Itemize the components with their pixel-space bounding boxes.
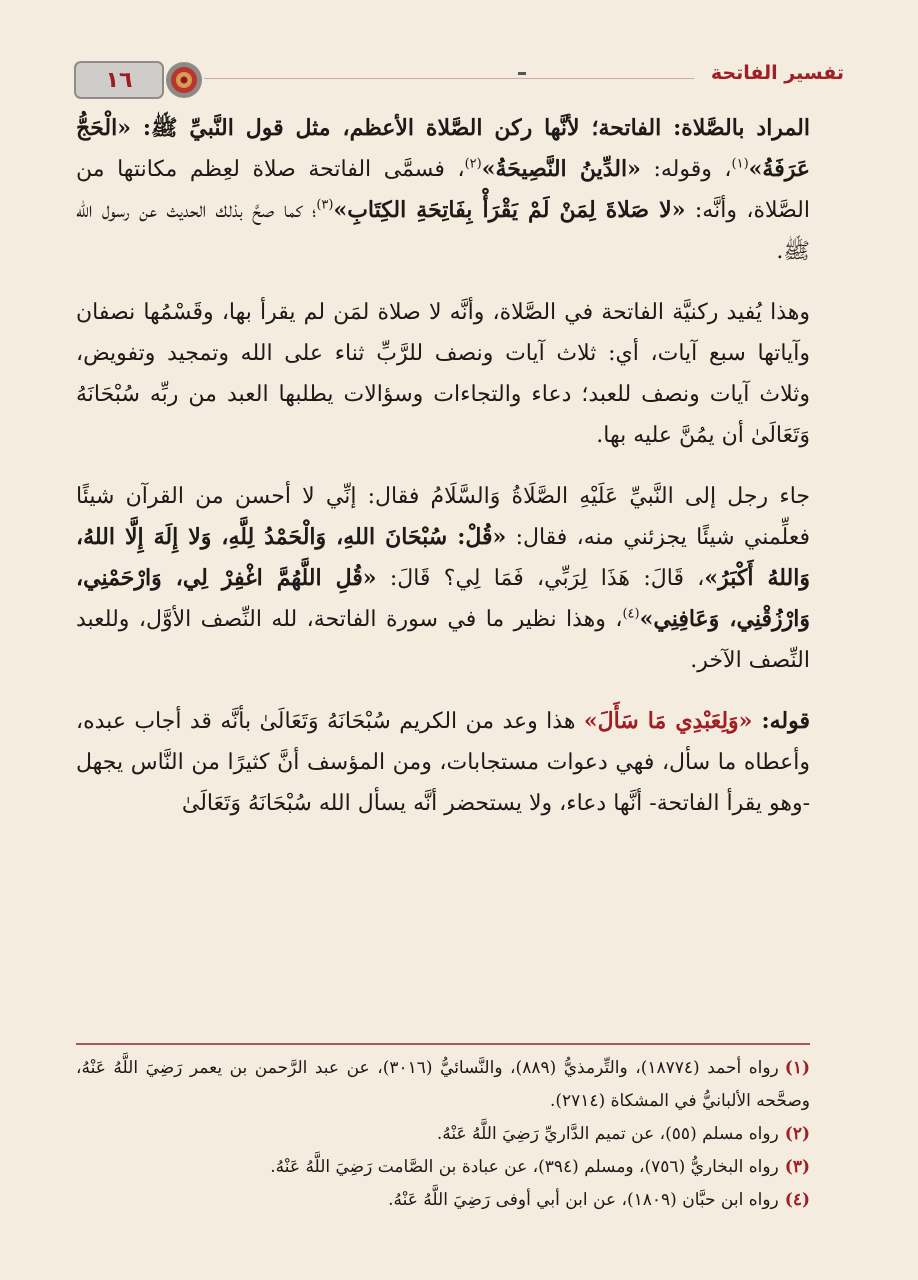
- footnote-ref-1: (١): [731, 156, 749, 172]
- p3-text-2: ، قَالَ: هَذَا لِرَبِّي، فَمَا لِي؟ قَالَ:: [376, 566, 705, 591]
- footnote-ref-3: (٣): [316, 197, 334, 213]
- footnote-text: رواه أحمد (١٨٧٧٤)، والتِّرمذيُّ (٨٨٩)، والنَّسائيُّ (٣٠١٦)، عن عبد الرَّحمن بن يعمر رَضِيَ اللَّهُ عَنْهُ، وصحَّحه الألبانيُّ في المشكاة (٢٧١٤).: [76, 1058, 810, 1111]
- footnotes: [76, 1052, 810, 1217]
- main-text: [76, 108, 810, 824]
- header-dot: [518, 72, 526, 75]
- p1-text-1: المراد بالصَّلاة: الفاتحة؛ لأنَّها ركن الصَّلاة الأعظم، مثل قول النَّبيِّ ﷺ:: [130, 115, 810, 141]
- footnote-2: [76, 1118, 810, 1151]
- p1-text-3: ، فسمَّى الفاتحة صلاة لعِظم مكانتها من الصَّلاة، وأنَّه:: [76, 157, 811, 223]
- p1-text-2: ، وقوله:: [640, 157, 732, 182]
- paragraph-4: [76, 701, 810, 824]
- footnote-divider: [76, 1043, 810, 1045]
- ornament-medallion-icon: [164, 60, 204, 100]
- p3-text-1: جاء رجل إلى النَّبيِّ عَلَيْهِ الصَّلَاةُ وَالسَّلَامُ فقال: إنِّي لا أحسن من القرآن شيئًا فعلِّمني شيئًا يجزئني منه، فقال:: [76, 484, 810, 550]
- running-title: تفسير الفاتحة: [710, 62, 844, 84]
- p1-text-4: ؛ كما صحَّ بذلك الحديث عن رسول الله ﷺ.: [76, 198, 810, 264]
- page-header: [74, 60, 844, 100]
- page-number-badge: [74, 60, 208, 100]
- p3-quote-1: «قُلْ: سُبْحَانَ اللهِ، وَالْحَمْدُ لِلَّهِ، وَلا إِلَهَ إِلَّا اللهُ، وَاللهُ أَكْبَرُ»: [76, 524, 810, 591]
- page-number: ١٦: [74, 61, 164, 99]
- footnote-1: [76, 1052, 810, 1118]
- footnote-4: [76, 1184, 810, 1217]
- header-rule: [204, 78, 694, 79]
- p4-lead: قوله:: [752, 708, 810, 734]
- footnote-number: (٤): [784, 1190, 810, 1210]
- p1-quote-1: «الْحَجُّ عَرَفَةُ»: [76, 115, 810, 182]
- p1-quote-2: «الدِّينُ النَّصِيحَةُ»: [481, 156, 641, 182]
- footnote-text: رواه مسلم (٥٥)، عن تميم الدَّاريِّ رَضِيَ اللَّهُ عَنْهُ.: [436, 1124, 779, 1144]
- footnote-number: (٣): [784, 1157, 810, 1177]
- footnote-ref-2: (٢): [464, 156, 482, 172]
- p1-quote-3: «لا صَلاةَ لِمَنْ لَمْ يَقْرَأْ بِفَاتِحَةِ الكِتَابِ»: [333, 197, 686, 223]
- footnote-text: رواه البخاريُّ (٧٥٦)، ومسلم (٣٩٤)، عن عبادة بن الصَّامت رَضِيَ اللَّهُ عَنْهُ.: [270, 1157, 779, 1177]
- paragraph-1: [76, 108, 810, 272]
- paragraph-2: وهذا يُفيد ركنيَّة الفاتحة في الصَّلاة، وأنَّه لا صلاة لمَن لم يقرأ بها، وقَسْمُها نصفان وآياتها سبع آيات، أي: ثلاث آيات ونصف للرَّبِّ ثناء على الله وتمجيد وتفويض، وثلاث آيات ونصف للعبد؛ دعاء والتجاءات وسؤالات يطلبها العبد من ربِّه سُبْحَانَهُ وَتَعَالَىٰ أن يمُنَّ عليه بها.: [76, 300, 810, 448]
- p4-text: هذا وعد من الكريم سُبْحَانَهُ وَتَعَالَىٰ بأنَّه قد أجاب عبده، وأعطاه ما سأل، فهي دعوات مستجابات، ومن المؤسف أنَّ كثيرًا من النَّاس يجهل -وهو يقرأ الفاتحة- أنَّها دعاء، ولا يستحضر أنَّه يسأل الله سُبْحَانَهُ وَتَعَالَىٰ: [76, 709, 810, 816]
- footnote-number: (١): [784, 1058, 810, 1078]
- p3-quote-2: «قُلِ اللَّهُمَّ اغْفِرْ لِي، وَارْحَمْنِي، وَارْزُقْنِي، وَعَافِنِي»: [76, 565, 810, 632]
- paragraph-3: [76, 476, 810, 681]
- footnote-ref-4: (٤): [622, 606, 640, 622]
- p4-quote: «وَلِعَبْدِي مَا سَأَلَ»: [583, 708, 753, 734]
- footnote-text: رواه ابن حبَّان (١٨٠٩)، عن ابن أبي أوفى رَضِيَ اللَّهُ عَنْهُ.: [388, 1190, 779, 1210]
- footnote-number: (٢): [784, 1124, 810, 1144]
- p3-text-3: ، وهذا نظير ما في سورة الفاتحة، لله النِّصف الأوَّل، وللعبد النِّصف الآخر.: [76, 607, 810, 673]
- footnote-3: [76, 1151, 810, 1184]
